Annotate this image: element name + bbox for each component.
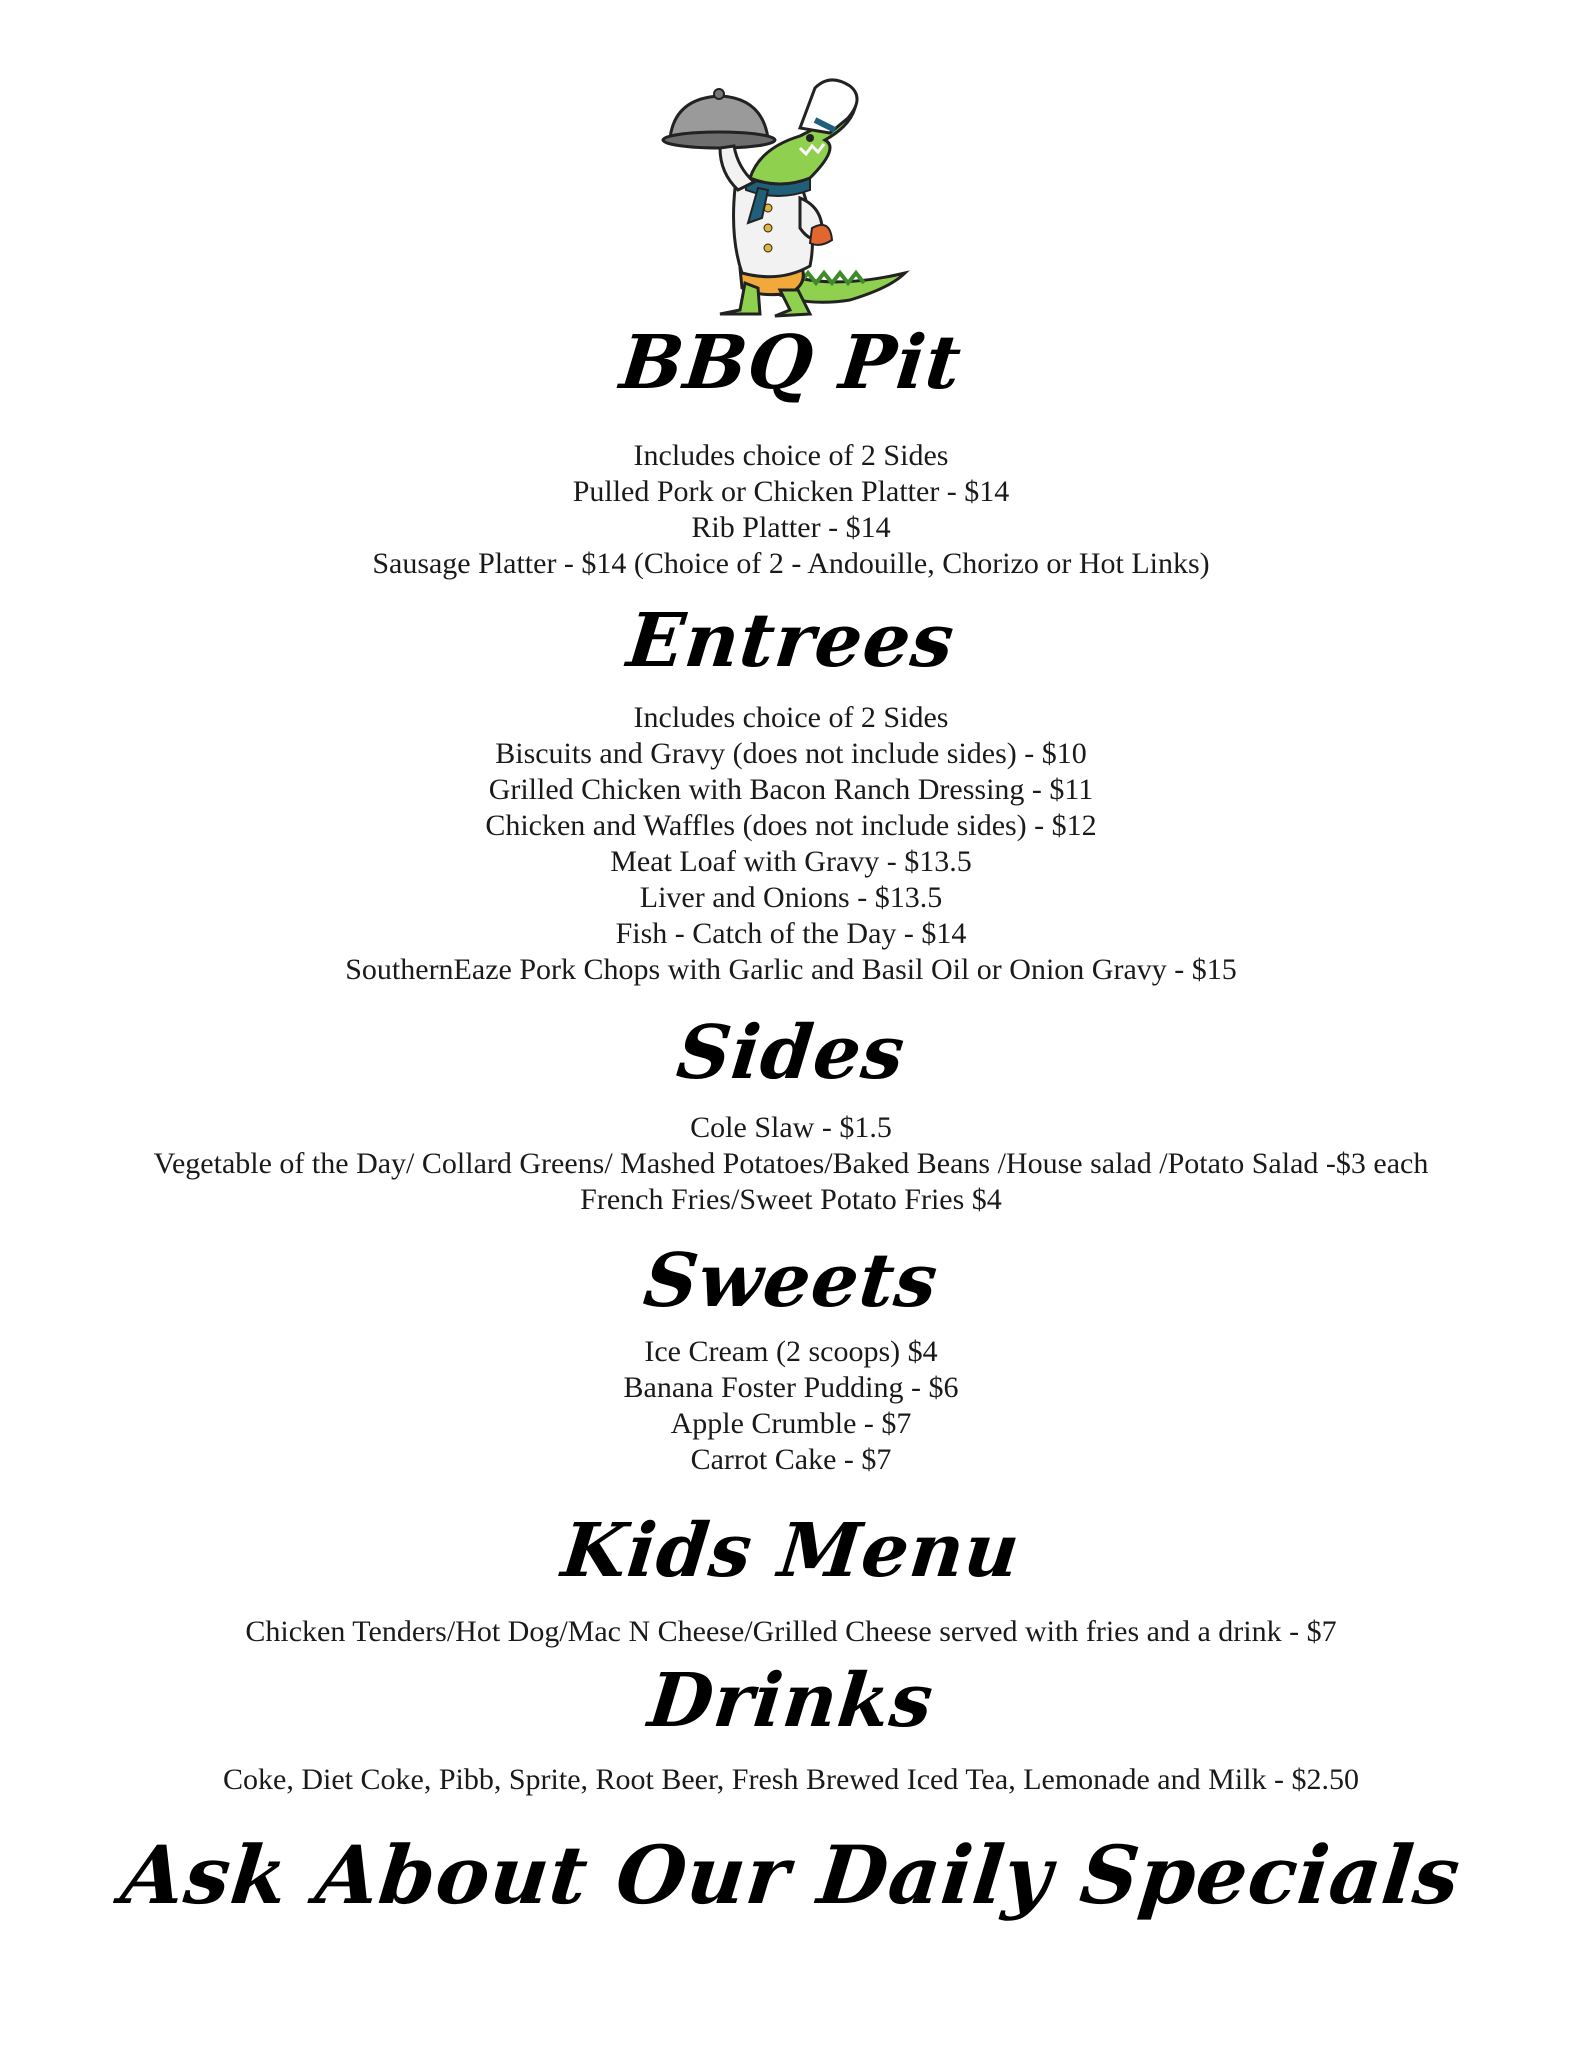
alligator-chef-logo-icon: [650, 78, 912, 318]
list-item: Meat Loaf with Gravy - $13.5: [610, 845, 972, 878]
sides-items: [0, 1110, 1582, 1218]
bbq-pit-items: [0, 438, 1582, 582]
daily-specials-banner: Ask About Our Daily Specials: [117, 1828, 1465, 1922]
list-item: French Fries/Sweet Potato Fries $4: [580, 1183, 1002, 1216]
list-item: Chicken Tenders/Hot Dog/Mac N Cheese/Grilled Cheese served with fries and a drink - $7: [245, 1615, 1337, 1648]
section-title-sides: Sides: [672, 1010, 910, 1096]
list-item: Biscuits and Gravy (does not include sides) - $10: [495, 737, 1087, 770]
section-title-sweets: Sweets: [639, 1238, 943, 1324]
list-item: Sausage Platter - $14 (Choice of 2 - Andouille, Chorizo or Hot Links): [372, 547, 1210, 580]
list-item: Includes choice of 2 Sides: [633, 701, 949, 734]
kids-menu-items: [0, 1614, 1582, 1650]
list-item: SouthernEaze Pork Chops with Garlic and Basil Oil or Onion Gravy - $15: [345, 953, 1237, 986]
list-item: Vegetable of the Day/ Collard Greens/ Mashed Potatoes/Baked Beans /House salad /Potato Salad -$3 each: [153, 1147, 1429, 1180]
section-title-drinks: Drinks: [644, 1658, 938, 1744]
drinks-items: [0, 1762, 1582, 1798]
list-item: Rib Platter - $14: [691, 511, 891, 544]
list-item: Liver and Onions - $13.5: [639, 881, 943, 914]
list-item: Grilled Chicken with Bacon Ranch Dressing - $11: [488, 773, 1094, 806]
list-item: Coke, Diet Coke, Pibb, Sprite, Root Beer, Fresh Brewed Iced Tea, Lemonade and Milk - $2.50: [223, 1763, 1359, 1796]
list-item: Carrot Cake - $7: [690, 1443, 892, 1476]
list-item: Fish - Catch of the Day - $14: [615, 917, 967, 950]
list-item: Includes choice of 2 Sides: [633, 439, 949, 472]
list-item: Cole Slaw - $1.5: [690, 1111, 892, 1144]
list-item: Ice Cream (2 scoops) $4: [644, 1335, 938, 1368]
section-title-kids-menu: Kids Menu: [557, 1508, 1025, 1594]
list-item: Pulled Pork or Chicken Platter - $14: [572, 475, 1010, 508]
entrees-items: [0, 700, 1582, 988]
sweets-items: [0, 1334, 1582, 1478]
list-item: Apple Crumble - $7: [670, 1407, 912, 1440]
list-item: Banana Foster Pudding - $6: [623, 1371, 959, 1404]
list-item: Chicken and Waffles (does not include sides) - $12: [485, 809, 1097, 842]
section-title-entrees: Entrees: [623, 598, 959, 684]
section-title-bbq-pit: BBQ Pit: [616, 320, 966, 406]
